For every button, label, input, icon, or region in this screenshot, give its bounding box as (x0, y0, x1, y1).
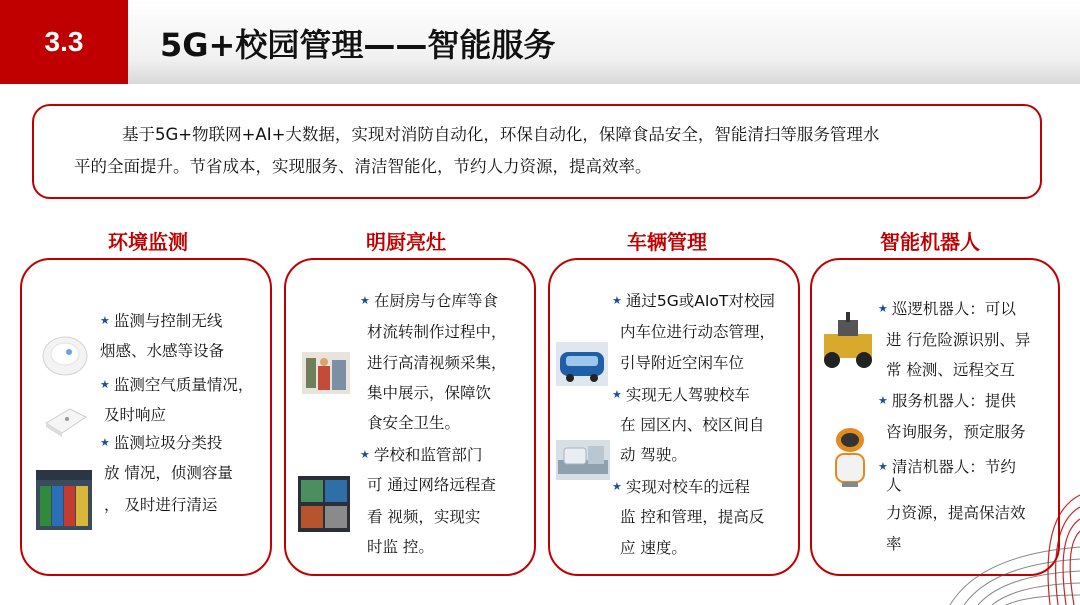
vehicle-bullet-3: ★ 实现对校车的远程 (612, 478, 750, 496)
robot-bullet-1: ★ 巡逻机器人：可以 (878, 300, 1016, 318)
robot-line-8: 力资源，提高保洁效 (886, 504, 1026, 522)
column-title-robot: 智能机器人 (880, 230, 980, 254)
vehicle-line-6: 动 驾驶。 (620, 446, 687, 464)
kitchen-line-5: 食安全卫生。 (367, 414, 461, 432)
patrol-robot-image (818, 312, 878, 370)
garbage-bin-image (34, 468, 94, 532)
environment-bullet-3: ★ 监测垃圾分类投 (100, 434, 223, 452)
vehicle-line-8: 监 控和管理，提高反 (620, 508, 765, 526)
summary-box (32, 104, 1042, 199)
bus-station-image (556, 440, 610, 480)
kitchen-line-7: 可 通过网络远程查 (367, 476, 496, 494)
kitchen-line-8: 看 视频，实现实 (367, 508, 481, 526)
vehicle-line-3: 引导附近空闲车位 (620, 354, 745, 372)
kitchen-bullet-1: ★ 在厨房与仓库等食 (360, 292, 498, 310)
kitchen-image (302, 352, 350, 394)
kitchen-bullet-2: ★ 学校和监管部门 (360, 446, 483, 464)
column-title-kitchen: 明厨亮灶 (366, 230, 446, 254)
column-title-vehicle: 车辆管理 (627, 230, 707, 254)
summary-line-2: 平的全面提升。节省成本，实现服务、清洁智能化，节约人力资源，提高效率。 (74, 157, 652, 176)
autonomous-bus-image (556, 342, 608, 386)
kitchen-line-3: 进行高清视频采集， (367, 354, 507, 372)
column-title-environment: 环境监测 (108, 230, 188, 254)
smoke-detector-image (40, 330, 90, 380)
vehicle-line-2: 内车位进行动态管理， (620, 323, 776, 341)
robot-bullet-2: ★ 服务机器人：提供 (878, 392, 1016, 410)
environment-bullet-1: ★ 监测与控制无线 (100, 312, 223, 330)
vehicle-line-5: 在 园区内、校区间自 (620, 416, 765, 434)
service-robot-image (828, 426, 872, 488)
monitor-screen-image (298, 476, 350, 532)
vehicle-line-9: 应 速度。 (620, 539, 687, 557)
vehicle-bullet-2: ★ 实现无人驾驶校车 (612, 386, 750, 404)
decorative-pattern (940, 455, 1080, 605)
kitchen-line-2: 材流转制作过程中， (367, 323, 507, 341)
environment-bullet-2: ★ 监测空气质量情况， (100, 376, 254, 394)
kitchen-line-9: 时监 控。 (367, 538, 434, 556)
environment-line-2: 烟感、水感等设备 (100, 342, 225, 360)
page-title: 5G+校园管理——智能服务 (160, 26, 556, 64)
robot-line-5: 咨询服务，预定服务 (886, 423, 1026, 441)
environment-line-7: ， 及时进行清运 (104, 496, 218, 514)
environment-line-6: 放 情况，侦测容量 (104, 464, 233, 482)
vehicle-bullet-1: ★ 通过5G或AIoT对校园 (612, 292, 775, 310)
robot-line-3: 常 检测、远程交互 (886, 361, 1015, 379)
section-number: 3.3 (0, 0, 128, 84)
robot-line-7: 人 (886, 476, 902, 494)
robot-bullet-3: ★ 清洁机器人：节约 (878, 458, 1016, 476)
kitchen-line-4: 集中展示，保障饮 (367, 384, 492, 402)
air-sensor-image (40, 395, 90, 439)
robot-line-9: 率 (886, 535, 902, 553)
environment-line-4: 及时响应 (104, 406, 167, 424)
summary-line-1: 基于5G+物联网+AI+大数据，实现对消防自动化，环保自动化，保障食品安全，智能清扫等服务管理水 (122, 125, 880, 144)
robot-line-2: 进 行危险源识别、异 (886, 331, 1031, 349)
